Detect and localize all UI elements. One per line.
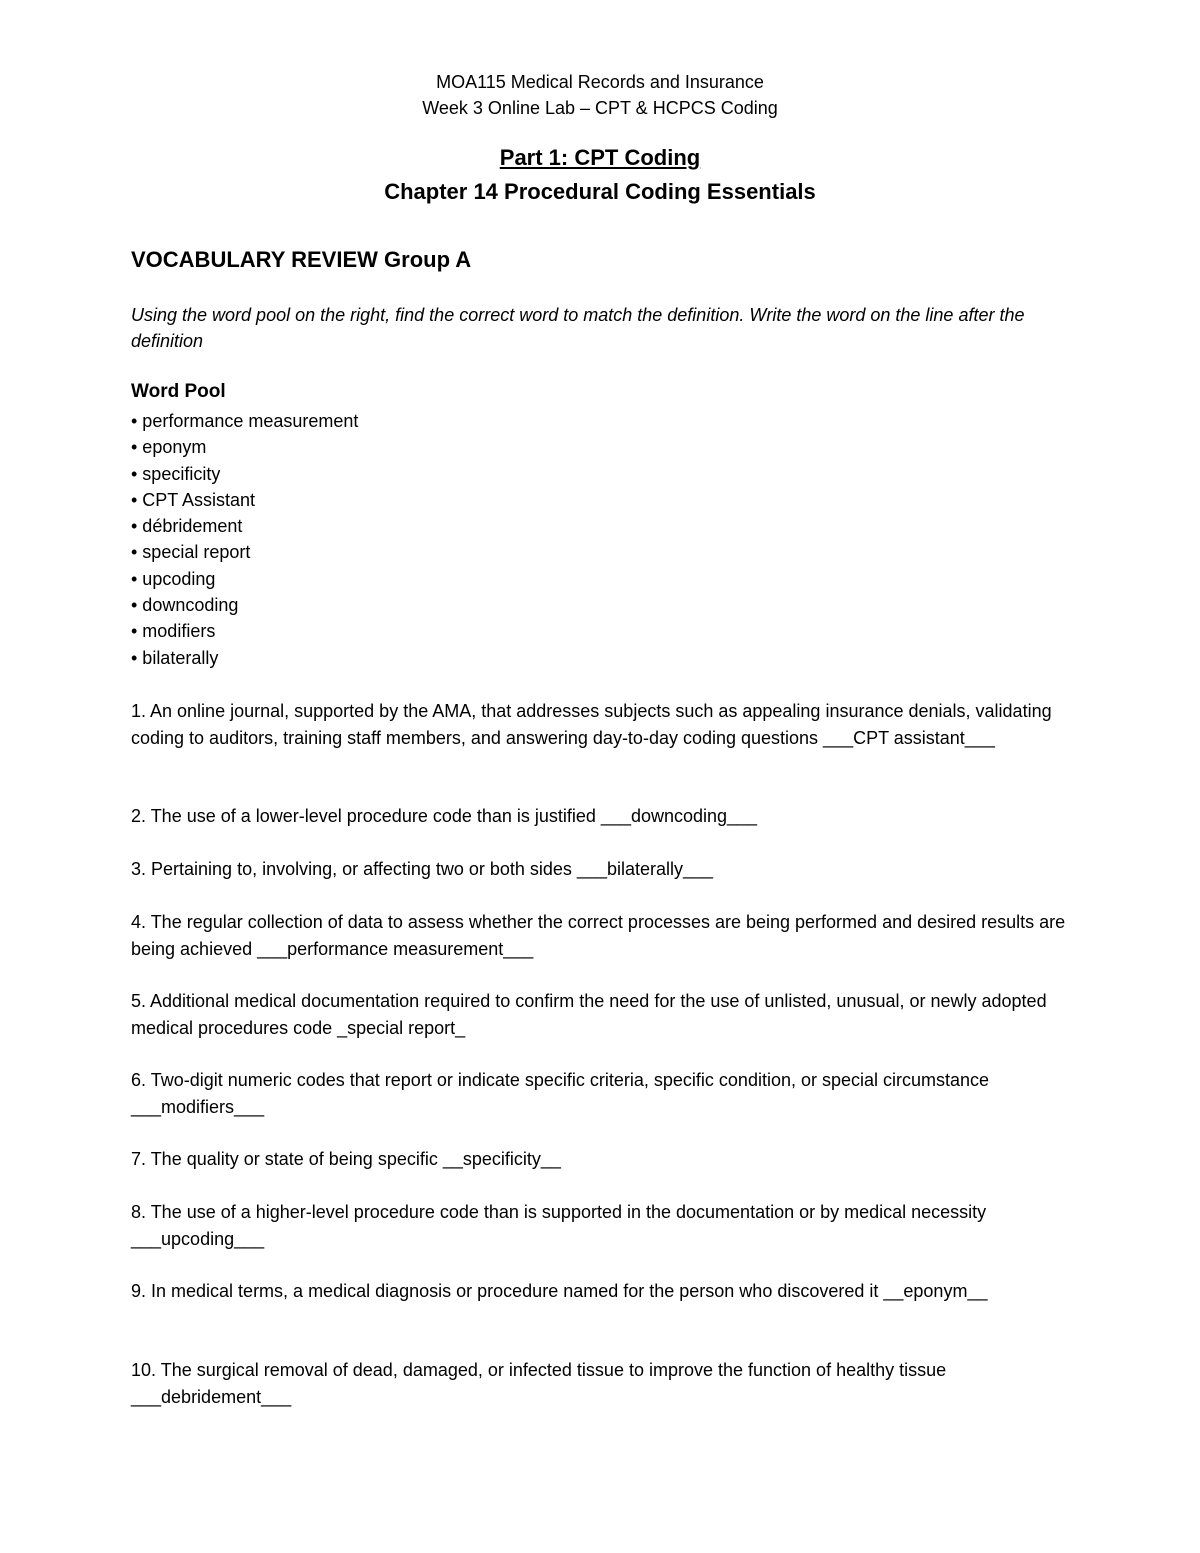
chapter-title: Chapter 14 Procedural Coding Essentials [384,179,816,204]
word-pool-item: • upcoding [131,568,216,589]
word-pool-item: • special report [131,542,251,563]
word-pool-item: • eponym [131,437,207,458]
word-pool-item: • specificity [131,463,221,484]
course-title: MOA115 Medical Records and Insurance [436,72,764,92]
question-3: 3. Pertaining to, involving, or affecting two or both sides ___bilaterally___ [131,859,714,879]
lab-title: Week 3 Online Lab – CPT & HCPCS Coding [422,98,778,118]
word-pool-title: Word Pool [131,381,226,402]
question-7: 7. The quality or state of being specific __specificity__ [131,1149,561,1169]
question-8: 8. The use of a higher-level procedure code than is supported in the documentation or by medical necessity ___upcoding___ [131,1202,987,1249]
word-pool-item: • CPT Assistant [131,489,256,510]
question-5: 5. Additional medical documentation required to confirm the need for the use of unlisted, unusual, or newly adopted medical procedures code _special report_ [131,991,1047,1038]
word-pool-item: • débridement [131,516,243,537]
word-pool-item: • downcoding [131,595,239,616]
word-pool-item: • bilaterally [131,647,219,668]
question-2: 2. The use of a lower-level procedure code than is justified ___downcoding___ [131,806,758,826]
question-4: 4. The regular collection of data to assess whether the correct processes are being performed and desired results are being achieved ___performance measurement___ [131,912,1066,959]
section-title: VOCABULARY REVIEW Group A [131,247,472,272]
question-10: 10. The surgical removal of dead, damaged, or infected tissue to improve the function of healthy tissue ___debridement___ [131,1360,947,1407]
part-title: Part 1: CPT Coding [499,145,701,170]
word-pool-item: • performance measurement [131,411,359,431]
word-pool-item: • modifiers [131,621,216,642]
instructions: Using the word pool on the right, find the correct word to match the definition. Write the word on the line after the definition [131,305,1025,351]
word-pool-list [131,408,1071,671]
question-1: 1. An online journal, supported by the AMA, that addresses subjects such as appealing insurance denials, validating coding to auditors, training staff members, and answering day-to-day coding questions ___CPT assistant___ [131,701,1052,748]
question-9: 9. In medical terms, a medical diagnosis or procedure named for the person who discovered it __eponym__ [131,1281,988,1301]
question-6: 6. Two-digit numeric codes that report or indicate specific criteria, specific condition, or special circumstance ___modifiers___ [131,1070,990,1117]
